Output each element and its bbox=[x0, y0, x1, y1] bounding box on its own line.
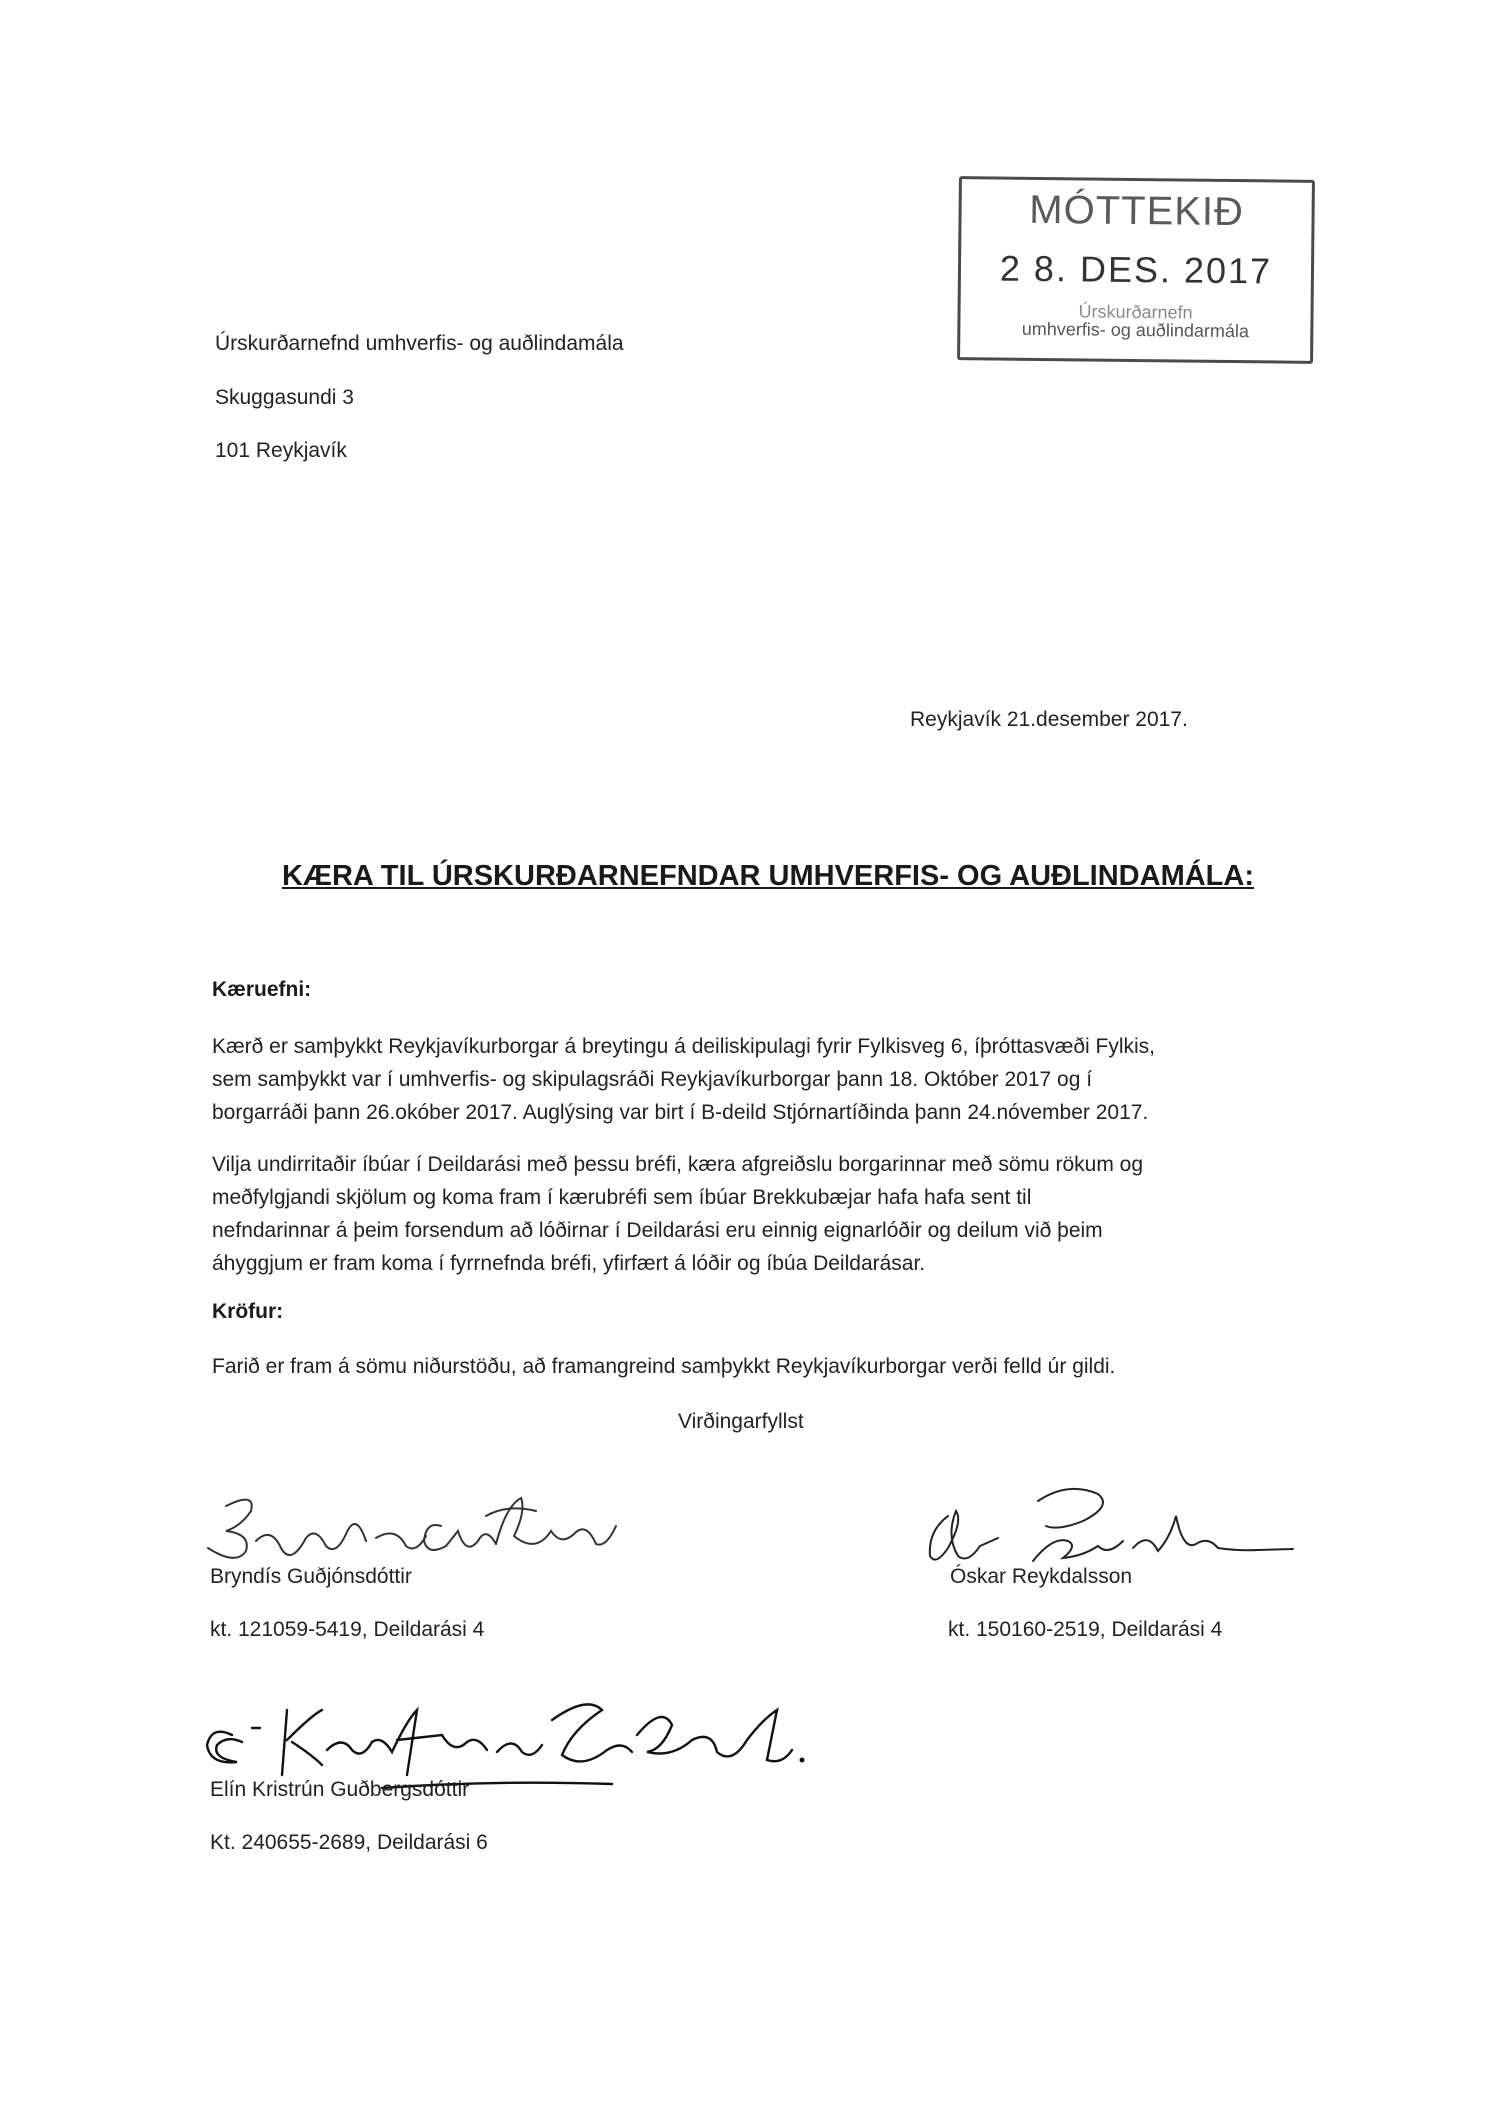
paragraph-line: Farið er fram á sömu niðurstöðu, að framangreind samþykkt Reykjavíkurborgar verði felld úr gildi. bbox=[212, 1355, 1116, 1378]
signatory-id: Kt. 240655-2689, Deildarási 6 bbox=[210, 1831, 488, 1854]
signatory-name: Óskar Reykdalsson bbox=[950, 1565, 1133, 1588]
paragraph-line: Kærð er samþykkt Reykjavíkurborgar á breytingu á deiliskipulagi fyrir Fylkisveg 6, íþróttasvæði Fylkis, bbox=[212, 1035, 1156, 1058]
recipient-street: Skuggasundi 3 bbox=[215, 386, 354, 409]
paragraph-kaeruefni bbox=[212, 1030, 1312, 1129]
signatory-id: kt. 121059-5419, Deildarási 4 bbox=[210, 1618, 485, 1641]
section-heading-kaeruefni: Kæruefni: bbox=[212, 978, 312, 1001]
paragraph-line: nefndarinnar á þeim forsendum að lóðirnar í Deildarási eru einnig eignarlóðir og deilum við þeim bbox=[212, 1219, 1103, 1242]
paragraph-line: borgarráði þann 26.okóber 2017. Auglýsing var birt í B-deild Stjórnartíðinda þann 24.nóvember 2017. bbox=[212, 1101, 1149, 1124]
paragraph-krofur bbox=[212, 1350, 1312, 1383]
signatory-name: Elín Kristrún Guðbergsdóttir bbox=[210, 1778, 470, 1801]
stamp-date: 2 8. DES. 2017 bbox=[999, 247, 1273, 292]
recipient-city: 101 Reykjavík bbox=[215, 439, 347, 462]
date-line: Reykjavík 21.desember 2017. bbox=[910, 708, 1188, 731]
paragraph-body bbox=[212, 1148, 1312, 1280]
paragraph-line: Vilja undirritaðir íbúar í Deildarási með þessu bréfi, kæra afgreiðslu borgarinnar með sömu rökum og bbox=[212, 1153, 1144, 1176]
section-heading-krofur: Kröfur: bbox=[212, 1300, 284, 1323]
paragraph-line: sem samþykkt var í umhverfis- og skipulagsráði Reykjavíkurborgar þann 18. Október 2017 og í bbox=[212, 1068, 1093, 1091]
received-stamp bbox=[957, 176, 1315, 364]
closing: Virðingarfyllst bbox=[678, 1410, 804, 1433]
recipient-name: Úrskurðarnefnd umhverfis- og auðlindamála bbox=[215, 332, 624, 355]
signatory-id: kt. 150160-2519, Deildarási 4 bbox=[948, 1618, 1223, 1641]
stamp-label: MÓTTEKIÐ bbox=[1029, 187, 1245, 235]
paragraph-line: meðfylgjandi skjölum og koma fram í kærubréfi sem íbúar Brekkubæjar hafa hafa sent til bbox=[212, 1186, 1032, 1209]
paragraph-line: áhyggjum er fram koma í fyrrnefnda bréfi, yfirfært á lóðir og íbúa Deildarásar. bbox=[212, 1252, 926, 1275]
stamp-org-line2: umhverfis- og auðlindarmála bbox=[1021, 318, 1250, 342]
document-title: KÆRA TIL ÚRSKURÐARNEFNDAR UMHVERFIS- OG AUÐLINDAMÁLA: bbox=[282, 860, 1254, 892]
stamp-org-line1: Úrskurðarnefn bbox=[1078, 301, 1193, 323]
signatory-name: Bryndís Guðjónsdóttir bbox=[210, 1565, 412, 1588]
